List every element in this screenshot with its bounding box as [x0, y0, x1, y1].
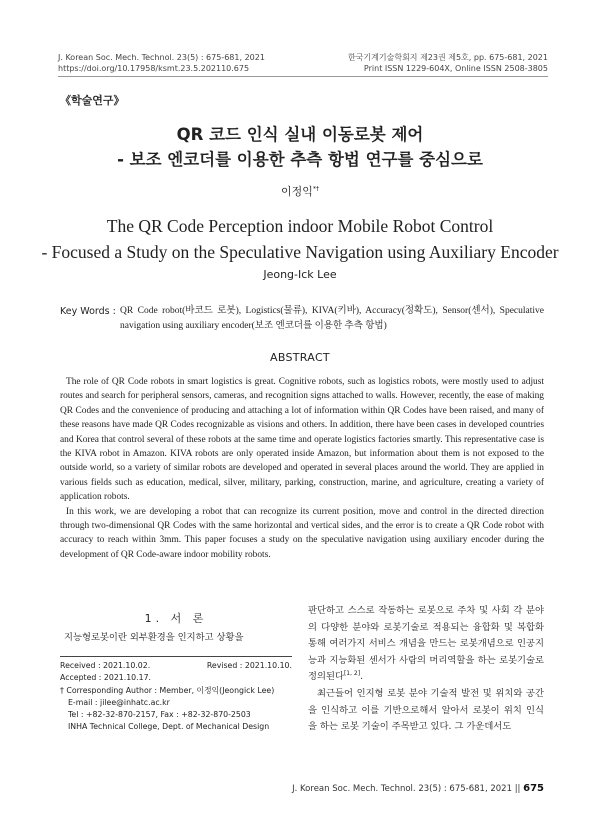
journal-citation: J. Korean Soc. Mech. Technol. 23(5) : 675-681, 2021 — [58, 53, 265, 62]
title-english-line2: - Focused a Study on the Speculative Navigation using Auxiliary Encoder — [41, 242, 559, 262]
abstract-paragraph: The role of QR Code robots in smart logistics is great. Cognitive robots, such as logistics robots, were mostly used to adjust routes and search for peripheral sensors, cameras, and recognition signs attached to walls. However, recently, the ease of making QR Codes and the convenience of producing and attaching a lot of information within QR Codes have been raised, and many of these reasons have made QR Codes recognizable as visions and others. In addition, there have been cases in developed countries and Korea that control several of these robots at the same time and operate logistics factories smartly. This representative case is the KIVA robot in Amazon. KIVA robots are only operated inside Amazon, but information about them is not exposed to the outside world, so a variety of similar robots are developed and operated in several places around the world. They are applied in various fields such as education, medical, silver, military, parking, construction, marine, and agriculture, creating a variety of application robots. — [60, 377, 544, 503]
journal-citation-korean: 한국기계기술학회지 제23권 제5호, pp. 675-681, 2021 — [347, 53, 548, 62]
running-header-right — [348, 52, 548, 74]
author-affiliation: INHA Technical College, Dept. of Mechanical Design — [68, 722, 270, 732]
citation-ref[interactable]: [1, 2] — [343, 670, 361, 678]
page-footer — [292, 783, 544, 794]
accepted-date: Accepted : 2021.10.17. — [60, 673, 152, 683]
footnote-divider — [60, 656, 292, 657]
running-header-left — [58, 52, 265, 74]
author-phone-fax: Tel : +82-32-870-2157, Fax : +82-32-870-2503 — [68, 710, 251, 720]
title-korean-line1: QR 코드 인식 실내 이동로봇 제어 — [176, 125, 424, 144]
intro-paragraph: 최근들어 인지형 로봇 분야 기술적 발전 및 위치와 공간을 인식하고 이를 기반으로해서 알아서 로봇이 위치 인식을 하는 로봇 기술이 주목받고 있다. 그 가운데서도 — [308, 687, 544, 733]
intro-column-right — [308, 603, 544, 736]
section-tag: 《학술연구》 — [60, 94, 125, 107]
revised-date: Revised : 2021.10.10. — [206, 661, 292, 670]
keywords-text: QR Code robot(바코드 로봇), Logistics(물류), KIVA(키바), Accuracy(정확도), Sensor(센서), Speculative navigation using auxiliary encoder(보조 엔코더를 이용한 추측 항법) — [120, 306, 544, 331]
title-english-line1: The QR Code Perception indoor Mobile Robot Control — [106, 216, 494, 236]
title-english — [0, 213, 600, 265]
sentence-end: . — [360, 671, 364, 683]
page-number: 675 — [523, 783, 544, 794]
author-mark: *† — [312, 185, 319, 193]
author-english: Jeong-Ick Lee — [263, 268, 337, 281]
footnote-block — [60, 660, 292, 734]
title-korean-line2: - 보조 엔코더를 이용한 추측 항법 연구를 중심으로 — [117, 150, 483, 169]
corresponding-author: † Corresponding Author : Member, 이정익(Jeongick Lee) — [60, 685, 275, 695]
received-date: Received : 2021.10.02. — [60, 661, 151, 670]
author-korean-name: 이정익 — [281, 185, 313, 198]
abstract-heading: ABSTRACT — [270, 351, 330, 364]
title-korean — [0, 122, 600, 172]
issn-line: Print ISSN 1229-604X, Online ISSN 2508-3805 — [363, 64, 548, 73]
header-divider — [58, 76, 548, 77]
footer-citation: J. Korean Soc. Mech. Technol. 23(5) : 675-681, 2021 || — [292, 784, 521, 794]
doi-link[interactable]: https://doi.org/10.17958/ksmt.23.5.202110.675 — [58, 64, 250, 73]
footnote-dates — [60, 660, 292, 672]
intro-text: 판단하고 스스로 작동하는 로봇으로 주차 및 사회 각 분야의 다양한 분야와 로봇기술로 적용되는 융합화 및 복합화 통해 여러가지 서비스 개념을 만드는 로봇개념으로 인공지능과 지능화된 센서가 사람의 머리역할을 하는 로봇기술로 정의된다 — [308, 605, 544, 683]
abstract-body — [60, 375, 544, 562]
section-heading-introduction: 1. 서 론 — [144, 612, 208, 625]
author-email[interactable]: E-mail : jilee@inhatc.ac.kr — [68, 697, 170, 707]
keywords-label: Key Words : — [60, 306, 116, 317]
author-korean — [0, 183, 600, 199]
intro-paragraph-start: 지능형로봇이란 외부환경을 인지하고 상황을 — [64, 632, 244, 643]
abstract-paragraph: In this work, we are developing a robot that can recognize its current position, move and control in the directed direction through two-dimensional QR Codes with the same horizontal and vertical sides, and the error is to create a QR Code robot with accuracy to reach within 3mm. This paper focuses a study on the speculative navigation using auxiliary encoder during the development of QR Code-aware indoor mobility robots. — [60, 506, 544, 560]
intro-paragraph — [308, 603, 544, 686]
keywords-block — [60, 304, 544, 334]
